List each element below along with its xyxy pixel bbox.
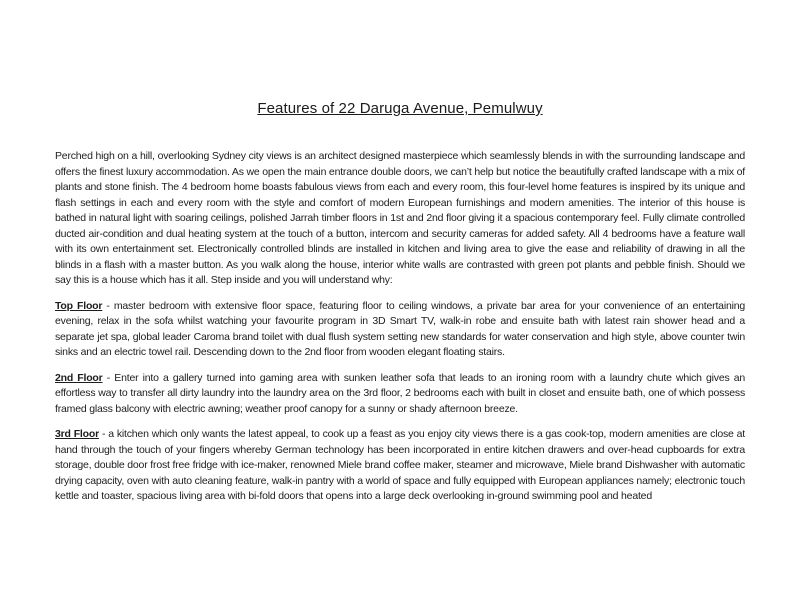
section-paragraph-2nd-floor xyxy=(55,371,745,418)
section-label-2nd-floor: 2nd Floor xyxy=(55,371,103,384)
section-paragraph-3rd-floor xyxy=(55,427,745,505)
page-title: Features of 22 Daruga Avenue, Pemulwuy xyxy=(257,100,543,117)
intro-paragraph: Perched high on a hill, overlooking Sydney city views is an architect designed masterpiece which seamlessly blends in with the surrounding landscape and offers the finest luxury accommodation. As we open the main entrance double doors, we can’t help but notice the beautifully crafted landscape with a mix of plants and stone finish. The 4 bedroom home boasts fabulous views from each and every room, this four-level home features is inspired by its unique and flash settings in each and every room with the style and comfort of modern European furnishings and modern amenities. The interior of this house is bathed in natural light with soaring ceilings, polished Jarrah timber floors in 1st and 2nd floor giving it a spacious contemporary feel. Fully climate controlled ducted air-condition and dual heating system at the touch of a button, intercom and security cameras for added safety. All 4 bedrooms have a feature wall with its own entertainment set. Electronically controlled blinds are installed in kitchen and living area to give the ease and reliability of drawing in all the blinds in a flash with a master button. As you walk along the house, interior white walls are contrasted with green pot plants and pebble finish. Should we say this is a house which has it all. Step inside and you will understand why: xyxy=(55,150,745,286)
section-label-3rd-floor: 3rd Floor xyxy=(55,428,99,440)
section-text-2nd-floor: - Enter into a gallery turned into gaming area with sunken leather sofa that leads to an ironing room with a laundry chute which gives an effortless way to transfer all dirty laundry into the laundry area on the 3rd floor, 2 bedrooms each with built in closet and ensuite bath, one of which possess framed glass balcony with electric awning; weather proof canopy for a sunny or shady afternoon breeze. xyxy=(55,371,746,415)
section-text-top-floor: - master bedroom with extensive floor space, featuring floor to ceiling windows, a private bar area for your convenience of an entertaining evening, relax in the sofa whilst watching your favourite program in 3D Smart TV, walk-in robe and ensuite bath with latest rain shower head and a separate jet spa, global leader Caroma brand toilet with dual flush system setting new standards for water conservation and high style, above counter twin sinks and an electric towel rail. Descending down to the 2nd floor from wooden elegant floating stairs. xyxy=(55,299,745,358)
section-text-3rd-floor: - a kitchen which only wants the latest appeal, to cook up a feast as you enjoy city views there is a gas cook-top, modern amenities are close at hand through the touch of your fingers whereby German technology has been incorporated in entire kitchen drawers and over-head cupboards for extra storage, double door frost free fridge with ice-maker, renowned Miele brand coffee maker, steamer and microwave, Miele brand Dishwasher with automatic drying capacity, oven with auto cleaning feature, walk-in pantry with a world of space and fully equipped with European appliances namely; electronic touch kettle and toaster, spacious living area with bi-fold doors that opens into a large deck overlooking in-ground swimming pool and heated xyxy=(55,428,745,502)
section-paragraph-top-floor xyxy=(55,299,745,361)
document-body xyxy=(55,149,745,505)
section-label-top-floor: Top Floor xyxy=(55,299,103,312)
